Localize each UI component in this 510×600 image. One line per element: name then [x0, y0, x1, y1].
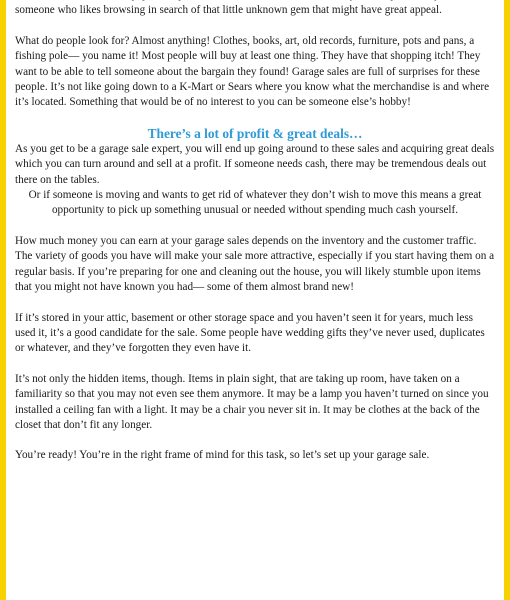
section-subheading: There’s a lot of profit & great deals… [147, 125, 363, 141]
paragraph-hidden-items: It’s not only the hidden items, though. Items in plain sight, that are taking up room, have taken on a familiarity so that you may not even see them anymore. It may be a lamp you haven’t turned on since you installed a ceiling fan with a light. It may be a chair you never sit in. It may be clothes at the back of the closet that don’t fit any longer. [15, 372, 489, 431]
paragraph-attic-storage: If it’s stored in your attic, basement or other storage space and you haven’t seen it for years, much less used it, it’s a good candidate for the sale. Some people have wedding gifts they’ve never used, duplicates or whatever, and they’ve forgotten they even have it. [15, 311, 485, 355]
paragraph-what-people-look-for: What do people look for? Almost anything! Clothes, books, art, old records, furniture, pots and pans, a fishing pole— you name it! Most people will buy at least one thing. They have that shopping itch! They want to be able to tell someone about the bargain they found! Garage sales are full of surprises for these people. It’s not like going down to a K-Mart or Sears where you know what the merchandise is and where it’s located. Something that would be of no interest to you can be someone else’s hobby! [15, 34, 490, 109]
paragraph-how-much-money: How much money you can earn at your garage sales depends on the inventory and the customer traffic. The variety of goods you have will make your sale more attractive, especially if you start having them on a regular basis. If you’re preparing for one and cleaning out the house, you will likely stumble upon items that you might not have known you had— some of them almost brand new! [15, 234, 495, 294]
paragraph-garage-sale-expert: As you get to be a garage sale expert, you will end up going around to these sales and acquiring great deals which you can turn around and sell at a profit. If someone needs cash, there may be tremendous deals out there on the tables. [15, 142, 495, 186]
paragraph-garage-sale-expert-continued: Or if someone is moving and wants to get rid of whatever they don’t wish to move this means a great opportunity to pick up something unusual or needed without spending much cash yourself. [28, 189, 482, 217]
paragraph-intro-tail: someone who likes browsing in search of that little unknown gem that might have great appeal. [15, 4, 442, 17]
paragraph-youre-ready: You’re ready! You’re in the right frame of mind for this task, so let’s set up your garage sale. [15, 449, 430, 462]
document-page [6, 0, 504, 600]
